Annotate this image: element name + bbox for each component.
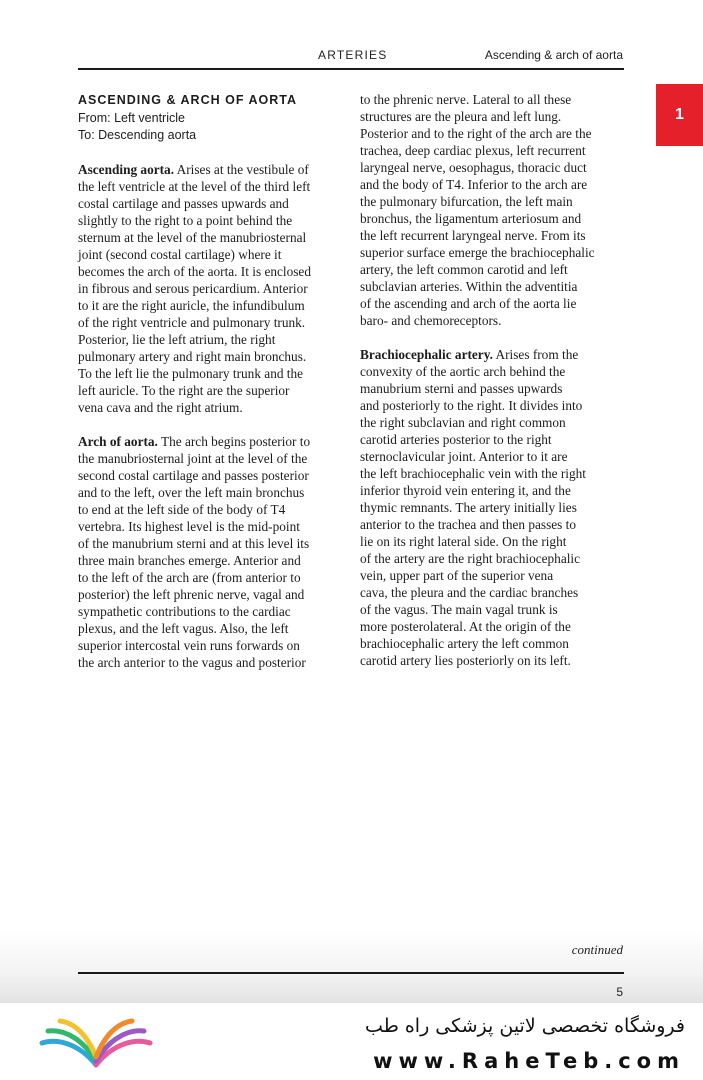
text-line: more posterolateral. At the origin of the [360, 619, 571, 634]
text-line: vena cava and the right atrium. [78, 400, 243, 415]
text-line: lie on its right lateral side. On the right [360, 534, 567, 549]
text-line: subclavian arteries. Within the adventitia [360, 279, 578, 294]
paragraph-lead: Ascending aorta. [78, 162, 175, 177]
paragraph-gap [360, 329, 626, 346]
left-column [78, 91, 346, 671]
text-line: Brachiocephalic artery. Arises from the [360, 347, 579, 362]
text-line: and to the left, over the left main bronchus [78, 485, 305, 500]
text-line: of the right ventricle and pulmonary trunk. [78, 315, 306, 330]
page-number: 5 [616, 985, 623, 999]
destination-line: To: Descending aorta [78, 128, 197, 142]
origin-line: From: Left ventricle [78, 111, 185, 125]
text-line: carotid artery lies posteriorly on its left. [360, 653, 571, 668]
watermark-banner [0, 1003, 703, 1080]
running-header-section: ARTERIES [318, 48, 388, 62]
text-line: to the left of the arch are (from anterior to [78, 570, 301, 585]
paragraph-gap [78, 144, 346, 161]
text-line: superior intercostal vein runs forwards on [78, 638, 300, 653]
text-line: Arch of aorta. The arch begins posterior to [78, 434, 311, 449]
text-line: the left recurrent laryngeal nerve. From its [360, 228, 586, 243]
text-line: laryngeal nerve, oesophagus, thoracic duct [360, 160, 587, 175]
paragraph-lead: Arch of aorta. [78, 434, 158, 449]
paragraph-arch-continued [360, 91, 626, 329]
text-line: cava, the pleura and the cardiac branches [360, 585, 579, 600]
text-line: Posterior and to the right of the arch are the [360, 126, 592, 141]
page-bottom-shadow [0, 930, 703, 1003]
text-line: superior surface emerge the brachiocephalic [360, 245, 595, 260]
text-line: artery, the left common carotid and left [360, 262, 568, 277]
open-book-rainbow-icon [38, 1013, 154, 1074]
paragraph-arch-of-aorta [78, 433, 346, 671]
paragraph-brachiocephalic-artery [360, 346, 626, 669]
text-line: and posteriorly to the right. It divides into [360, 398, 583, 413]
text-line: sternum at the level of the manubriosternal [78, 230, 307, 245]
text-line: becomes the arch of the aorta. It is enclosed [78, 264, 311, 279]
text-line: manubrium sterni and passes upwards [360, 381, 563, 396]
text-line: the left brachiocephalic vein with the right [360, 466, 586, 481]
text-line: costal cartilage and passes upwards and [78, 196, 289, 211]
text-line: vein, upper part of the superior vena [360, 568, 554, 583]
text-line: three main branches emerge. Anterior and [78, 553, 301, 568]
text-line: sternoclavicular joint. Anterior to it are [360, 449, 568, 464]
text-line: convexity of the aortic arch behind the [360, 364, 566, 379]
text-line: to the phrenic nerve. Lateral to all these [360, 92, 572, 107]
continued-note: continued [571, 942, 623, 957]
text-line: sympathetic contributions to the cardiac [78, 604, 291, 619]
paragraph-ascending-aorta [78, 161, 346, 416]
text-line: anterior to the trachea and then passes to [360, 517, 576, 532]
text-line: posterior) the left phrenic nerve, vagal and [78, 587, 305, 602]
text-line: trachea, deep cardiac plexus, left recurrent [360, 143, 586, 158]
text-line: to it are the right auricle, the infundibulum [78, 298, 305, 313]
text-line: of the ascending and arch of the aorta lie [360, 296, 577, 311]
store-name: فروشگاه تخصصی لاتین پزشکی راه طب [365, 1015, 685, 1037]
text-line: brachiocephalic artery the left common [360, 636, 569, 651]
text-line: second costal cartilage and passes posterior [78, 468, 309, 483]
text-line: the left ventricle at the level of the third left [78, 179, 311, 194]
text-line: in fibrous and serous pericardium. Anterior [78, 281, 308, 296]
text-line: and the body of T4. Inferior to the arch are [360, 177, 588, 192]
text-line: vertebra. Its highest level is the mid-point [78, 519, 300, 534]
text-line: bronchus, the ligamentum arteriosum and [360, 211, 582, 226]
text-line: Ascending aorta. Arises at the vestibule of [78, 162, 309, 177]
running-header-topic: Ascending & arch of aorta [484, 48, 623, 62]
text-line: inferior thyroid vein entering it, and the [360, 483, 571, 498]
right-column [360, 91, 626, 669]
text-line: slightly to the right to a point behind the [78, 213, 293, 228]
text-line: of the vagus. The main vagal trunk is [360, 602, 558, 617]
chapter-tab: 1 [656, 84, 703, 146]
text-line: the right subclavian and right common [360, 415, 566, 430]
paragraph-gap [78, 416, 346, 433]
text-line: pulmonary artery and right main bronchus. [78, 349, 307, 364]
paragraph-lead: Brachiocephalic artery. [360, 347, 493, 362]
text-line: of the manubrium sterni and at this level its [78, 536, 310, 551]
text-line: the arch anterior to the vagus and posterior [78, 655, 306, 670]
text-line: joint (second costal cartilage) where it [78, 247, 282, 262]
text-line: of the artery are the right brachiocephalic [360, 551, 581, 566]
store-url: www.RaheTeb.com [373, 1049, 685, 1073]
text-line: left auricle. To the right are the superior [78, 383, 290, 398]
text-line: the manubriosternal joint at the level of the [78, 451, 308, 466]
text-line: carotid arteries posterior to the right [360, 432, 552, 447]
text-line: to end at the left side of the body of T4 [78, 502, 286, 517]
footer-rule [78, 972, 624, 974]
text-line: structures are the pleura and left lung. [360, 109, 562, 124]
text-line: To the left lie the pulmonary trunk and the [78, 366, 304, 381]
section-heading: ASCENDING & ARCH OF AORTA [78, 93, 297, 107]
text-line: thymic remnants. The artery initially lies [360, 500, 577, 515]
text-line: plexus, and the left vagus. Also, the left [78, 621, 289, 636]
text-line: baro- and chemoreceptors. [360, 313, 502, 328]
text-line: the pulmonary bifurcation, the left main [360, 194, 573, 209]
header-rule [78, 68, 624, 70]
text-line: Posterior, lie the left atrium, the right [78, 332, 276, 347]
